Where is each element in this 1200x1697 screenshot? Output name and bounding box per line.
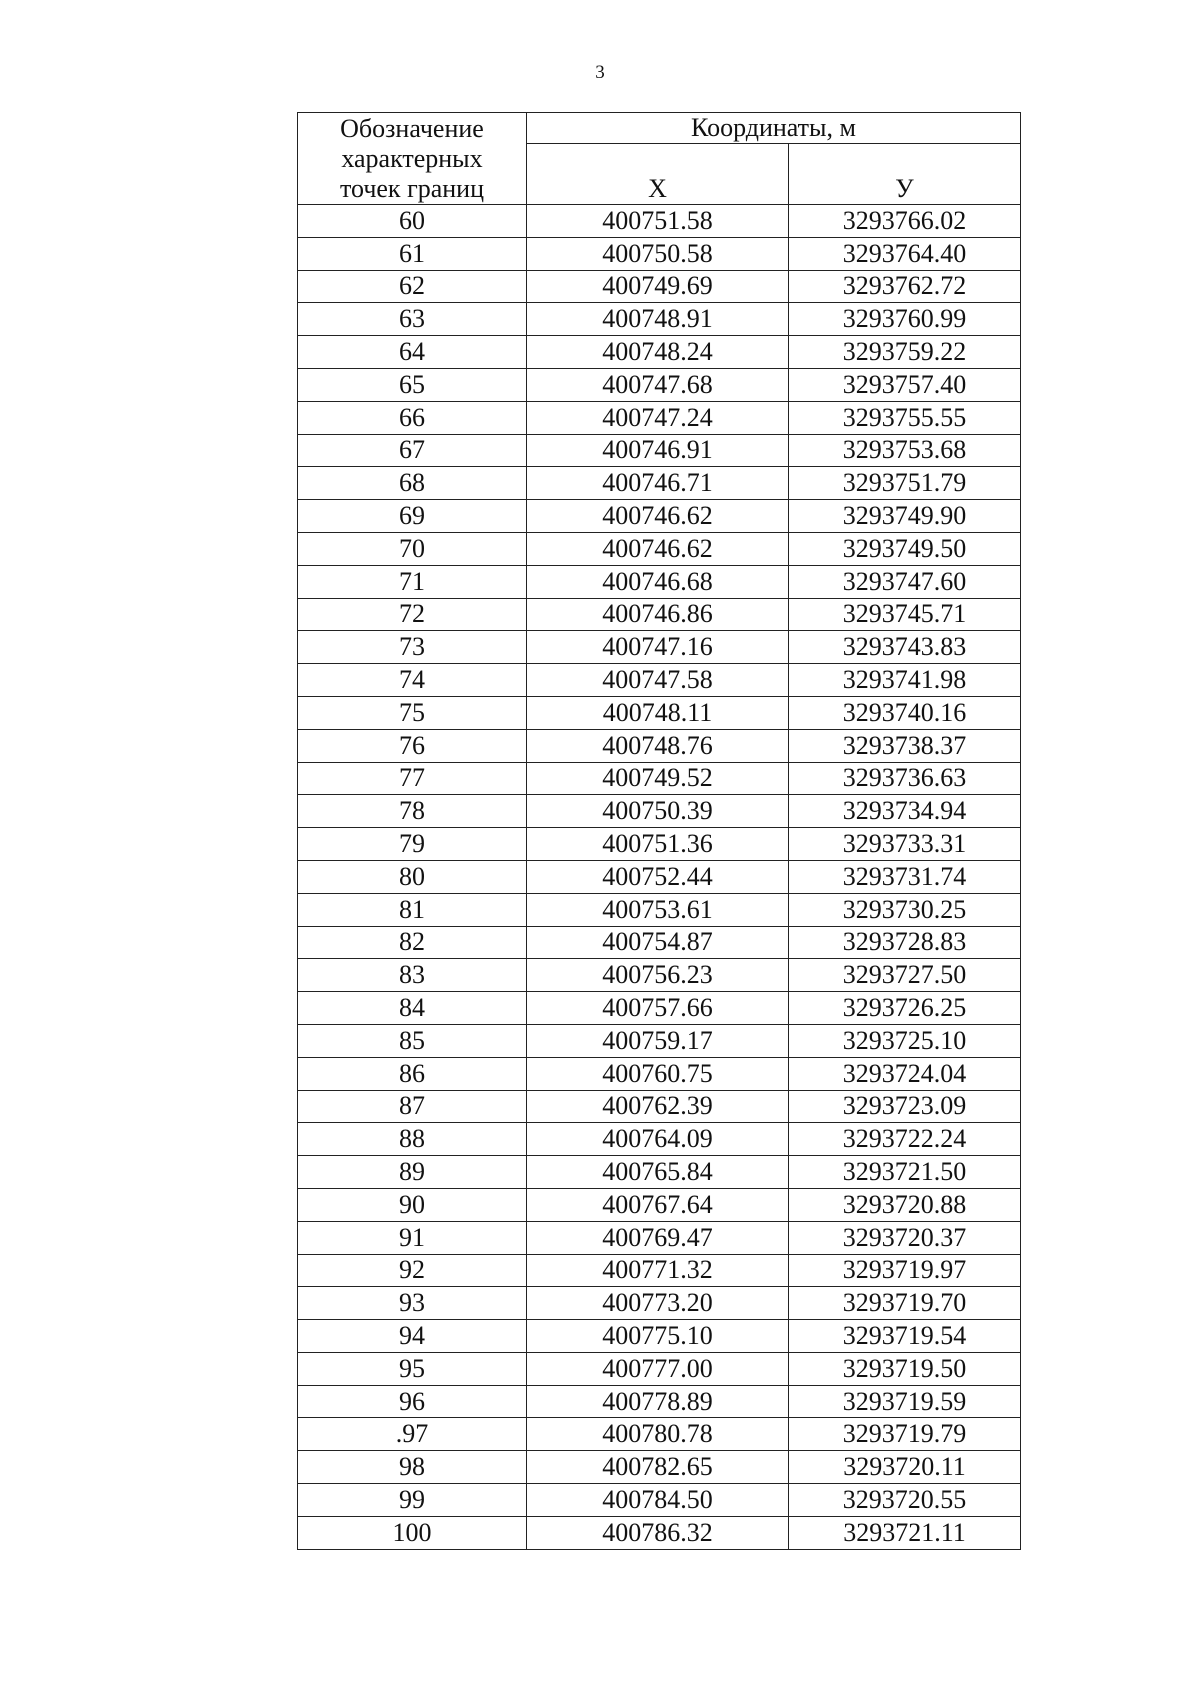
header-y: У [789, 144, 1021, 205]
y-cell: 3293726.25 [789, 992, 1021, 1025]
point-cell: 96 [298, 1385, 527, 1418]
point-cell: 91 [298, 1221, 527, 1254]
table-row [298, 795, 1021, 828]
y-cell: 3293720.55 [789, 1484, 1021, 1517]
table-row [298, 1418, 1021, 1451]
x-cell: 400746.91 [527, 434, 789, 467]
table-row [298, 1090, 1021, 1123]
x-cell: 400748.91 [527, 303, 789, 336]
point-cell: 67 [298, 434, 527, 467]
header-x: X [527, 144, 789, 205]
x-cell: 400746.62 [527, 532, 789, 565]
table-row [298, 762, 1021, 795]
point-cell: 77 [298, 762, 527, 795]
table-row [298, 926, 1021, 959]
table-row [298, 1385, 1021, 1418]
table-row [298, 1320, 1021, 1353]
y-cell: 3293721.11 [789, 1516, 1021, 1549]
x-cell: 400748.11 [527, 696, 789, 729]
y-cell: 3293719.97 [789, 1254, 1021, 1287]
header-point-line-2: характерных [341, 143, 483, 173]
point-cell: 94 [298, 1320, 527, 1353]
point-cell: 100 [298, 1516, 527, 1549]
point-cell: 70 [298, 532, 527, 565]
x-cell: 400764.09 [527, 1123, 789, 1156]
y-cell: 3293719.59 [789, 1385, 1021, 1418]
y-cell: 3293762.72 [789, 270, 1021, 303]
x-cell: 400746.68 [527, 565, 789, 598]
x-cell: 400746.71 [527, 467, 789, 500]
table-row [298, 1188, 1021, 1221]
x-cell: 400747.68 [527, 368, 789, 401]
header-point-line-1: Обозначение [340, 113, 484, 143]
point-cell: 63 [298, 303, 527, 336]
table-row [298, 959, 1021, 992]
y-cell: 3293725.10 [789, 1024, 1021, 1057]
table-row [298, 434, 1021, 467]
x-cell: 400753.61 [527, 893, 789, 926]
table-row [298, 368, 1021, 401]
table-row [298, 664, 1021, 697]
table-row [298, 1516, 1021, 1549]
x-cell: 400778.89 [527, 1385, 789, 1418]
y-cell: 3293740.16 [789, 696, 1021, 729]
x-cell: 400769.47 [527, 1221, 789, 1254]
x-cell: 400748.76 [527, 729, 789, 762]
y-cell: 3293743.83 [789, 631, 1021, 664]
y-cell: 3293720.11 [789, 1451, 1021, 1484]
x-cell: 400754.87 [527, 926, 789, 959]
point-cell: 65 [298, 368, 527, 401]
table-row [298, 1451, 1021, 1484]
point-cell: 68 [298, 467, 527, 500]
y-cell: 3293749.50 [789, 532, 1021, 565]
point-cell: 76 [298, 729, 527, 762]
table-row [298, 467, 1021, 500]
table-header [298, 113, 1021, 205]
y-cell: 3293741.98 [789, 664, 1021, 697]
point-cell: 66 [298, 401, 527, 434]
x-cell: 400765.84 [527, 1156, 789, 1189]
y-cell: 3293719.70 [789, 1287, 1021, 1320]
y-cell: 3293724.04 [789, 1057, 1021, 1090]
y-cell: 3293730.25 [789, 893, 1021, 926]
point-cell: 62 [298, 270, 527, 303]
x-cell: 400750.58 [527, 237, 789, 270]
y-cell: 3293759.22 [789, 336, 1021, 369]
y-cell: 3293747.60 [789, 565, 1021, 598]
table-row [298, 1123, 1021, 1156]
y-cell: 3293757.40 [789, 368, 1021, 401]
x-cell: 400749.52 [527, 762, 789, 795]
point-cell: 87 [298, 1090, 527, 1123]
y-cell: 3293734.94 [789, 795, 1021, 828]
y-cell: 3293738.37 [789, 729, 1021, 762]
x-cell: 400773.20 [527, 1287, 789, 1320]
table-row [298, 1156, 1021, 1189]
point-cell: 95 [298, 1352, 527, 1385]
y-cell: 3293736.63 [789, 762, 1021, 795]
point-cell: 83 [298, 959, 527, 992]
table-row [298, 1352, 1021, 1385]
x-cell: 400782.65 [527, 1451, 789, 1484]
x-cell: 400747.16 [527, 631, 789, 664]
point-cell: 78 [298, 795, 527, 828]
point-cell: 64 [298, 336, 527, 369]
y-cell: 3293764.40 [789, 237, 1021, 270]
x-cell: 400786.32 [527, 1516, 789, 1549]
point-cell: 84 [298, 992, 527, 1025]
table-body [298, 205, 1021, 1550]
point-cell: 72 [298, 598, 527, 631]
point-cell: 80 [298, 860, 527, 893]
x-cell: 400746.86 [527, 598, 789, 631]
table-row [298, 1221, 1021, 1254]
point-cell: 71 [298, 565, 527, 598]
header-point-line-3: точек границ [339, 173, 485, 203]
table-row [298, 500, 1021, 533]
x-cell: 400756.23 [527, 959, 789, 992]
table-row [298, 270, 1021, 303]
table-row [298, 696, 1021, 729]
x-cell: 400747.58 [527, 664, 789, 697]
y-cell: 3293755.55 [789, 401, 1021, 434]
x-cell: 400751.36 [527, 828, 789, 861]
point-cell: 86 [298, 1057, 527, 1090]
point-cell: 74 [298, 664, 527, 697]
x-cell: 400760.75 [527, 1057, 789, 1090]
table-row [298, 401, 1021, 434]
page-number: 3 [595, 62, 605, 83]
x-cell: 400750.39 [527, 795, 789, 828]
point-cell: 89 [298, 1156, 527, 1189]
point-cell: 93 [298, 1287, 527, 1320]
point-cell: 92 [298, 1254, 527, 1287]
table-row [298, 1484, 1021, 1517]
table-row [298, 893, 1021, 926]
x-cell: 400747.24 [527, 401, 789, 434]
table-row [298, 1254, 1021, 1287]
point-cell: 99 [298, 1484, 527, 1517]
point-cell: 61 [298, 237, 527, 270]
y-cell: 3293719.50 [789, 1352, 1021, 1385]
y-cell: 3293753.68 [789, 434, 1021, 467]
point-cell: 79 [298, 828, 527, 861]
y-cell: 3293722.24 [789, 1123, 1021, 1156]
table-row [298, 532, 1021, 565]
point-cell: 60 [298, 205, 527, 238]
point-cell: 85 [298, 1024, 527, 1057]
table-row [298, 860, 1021, 893]
table-row [298, 1057, 1021, 1090]
x-cell: 400751.58 [527, 205, 789, 238]
y-cell: 3293766.02 [789, 205, 1021, 238]
table-row [298, 336, 1021, 369]
table-row [298, 237, 1021, 270]
x-cell: 400759.17 [527, 1024, 789, 1057]
y-cell: 3293720.37 [789, 1221, 1021, 1254]
table-row [298, 1287, 1021, 1320]
x-cell: 400748.24 [527, 336, 789, 369]
table-row [298, 828, 1021, 861]
y-cell: 3293721.50 [789, 1156, 1021, 1189]
y-cell: 3293728.83 [789, 926, 1021, 959]
table-row [298, 565, 1021, 598]
y-cell: 3293719.54 [789, 1320, 1021, 1353]
table-row [298, 303, 1021, 336]
x-cell: 400767.64 [527, 1188, 789, 1221]
x-cell: 400752.44 [527, 860, 789, 893]
point-cell: 73 [298, 631, 527, 664]
x-cell: 400771.32 [527, 1254, 789, 1287]
header-coordinates: Координаты, м [527, 113, 1021, 144]
x-cell: 400780.78 [527, 1418, 789, 1451]
table-row [298, 205, 1021, 238]
x-cell: 400762.39 [527, 1090, 789, 1123]
y-cell: 3293727.50 [789, 959, 1021, 992]
table-row [298, 729, 1021, 762]
y-cell: 3293751.79 [789, 467, 1021, 500]
x-cell: 400775.10 [527, 1320, 789, 1353]
point-cell: .97 [298, 1418, 527, 1451]
table-row [298, 631, 1021, 664]
table-row [298, 598, 1021, 631]
point-cell: 90 [298, 1188, 527, 1221]
x-cell: 400777.00 [527, 1352, 789, 1385]
x-cell: 400757.66 [527, 992, 789, 1025]
y-cell: 3293749.90 [789, 500, 1021, 533]
y-cell: 3293719.79 [789, 1418, 1021, 1451]
y-cell: 3293760.99 [789, 303, 1021, 336]
point-cell: 88 [298, 1123, 527, 1156]
coordinates-table [297, 112, 1021, 1550]
point-cell: 81 [298, 893, 527, 926]
y-cell: 3293733.31 [789, 828, 1021, 861]
point-cell: 82 [298, 926, 527, 959]
x-cell: 400746.62 [527, 500, 789, 533]
table-row [298, 992, 1021, 1025]
y-cell: 3293731.74 [789, 860, 1021, 893]
point-cell: 98 [298, 1451, 527, 1484]
y-cell: 3293720.88 [789, 1188, 1021, 1221]
table-row [298, 1024, 1021, 1057]
x-cell: 400784.50 [527, 1484, 789, 1517]
point-cell: 75 [298, 696, 527, 729]
y-cell: 3293723.09 [789, 1090, 1021, 1123]
point-cell: 69 [298, 500, 527, 533]
x-cell: 400749.69 [527, 270, 789, 303]
y-cell: 3293745.71 [789, 598, 1021, 631]
header-point-designation [298, 113, 527, 205]
